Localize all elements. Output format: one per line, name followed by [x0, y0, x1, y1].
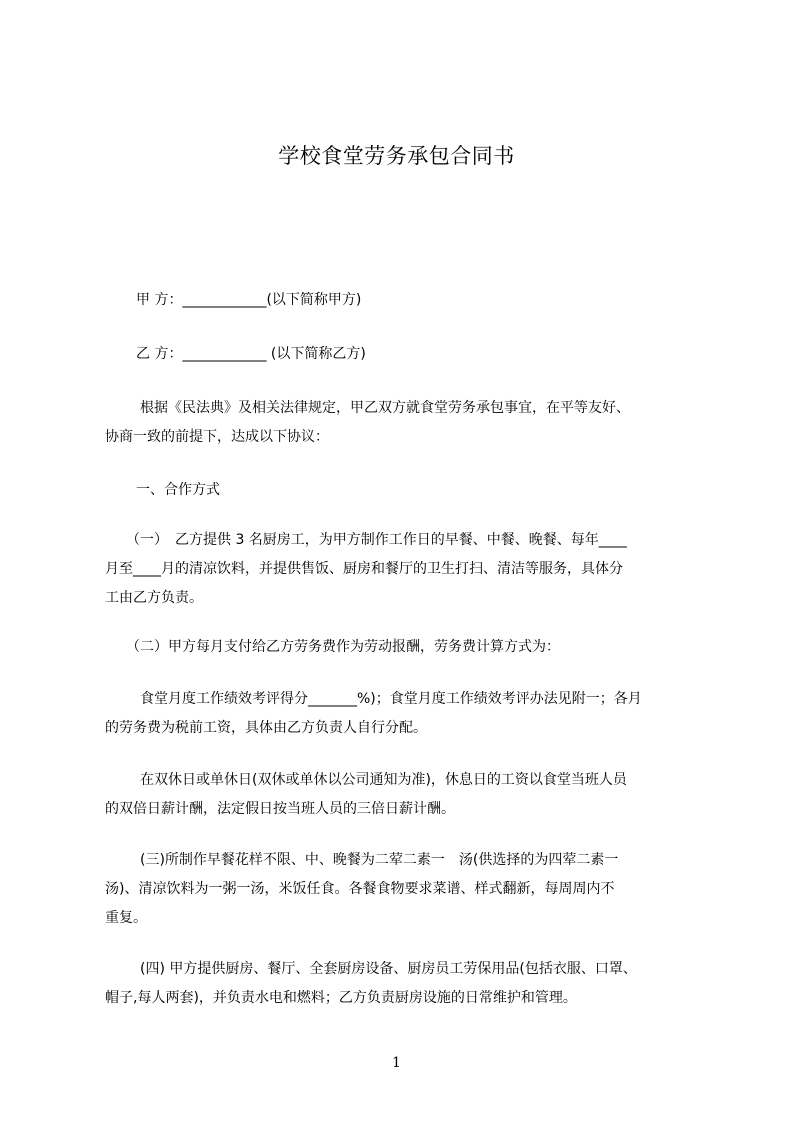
clause2-detail-line-2: 的劳务费为税前工资，具体由乙方负责人自行分配。: [105, 720, 427, 736]
clause2-holiday-line-1: 在双休日或单休日(双休或单休以公司通知为准)，休息日的工资以食堂当班人员: [126, 772, 627, 788]
clause-2-detail-paragraph: [105, 685, 705, 743]
section1-heading-text: 一、合作方式: [136, 482, 220, 498]
clause3-line-1: (三)所制作早餐花样不限、中、晚餐为二荤二素一 汤(供选择的为四荤二素一: [126, 852, 619, 868]
party-b-line: [105, 340, 705, 369]
clause3-line-2: 汤)、清凉饮料为一粥一汤，米饭任食。各餐食物要求菜谱、样式翻新，每周周内不: [105, 881, 615, 897]
clause1-line-3: 工由乙方负责。: [105, 590, 203, 606]
clause2-holiday-line-2: 的双倍日薪计酬，法定假日按当班人员的三倍日薪计酬。: [105, 801, 455, 817]
clause4-line-2: 帽子,每人两套)，并负责水电和燃料；乙方负责厨房设施的日常维护和管理。: [105, 990, 577, 1006]
clause-4-paragraph: [105, 955, 705, 1013]
clause1-line-1: （一） 乙方提供 3 名厨房工，为甲方制作工作日的早餐、中餐、晚餐、每年____: [119, 532, 627, 548]
party-b-text: 乙 方：____________ (以下简称乙方): [136, 346, 366, 362]
party-a-text: 甲 方：____________(以下简称甲方): [136, 292, 362, 308]
clause2-text: （二）甲方每月支付给乙方劳务费作为劳动报酬，劳务费计算方式为：: [119, 639, 560, 655]
clause-3-paragraph: [105, 846, 705, 933]
intro-line-1: 根据《民法典》及相关法律规定，甲乙双方就食堂劳务承包事宜，在平等友好、: [126, 400, 630, 416]
clause-2-holiday-paragraph: [105, 766, 705, 824]
clause1-line-2: 月至____月的清凉饮料，并提供售饭、厨房和餐厅的卫生打扫、清洁等服务，具体分: [105, 561, 623, 577]
clause4-line-1: (四) 甲方提供厨房、餐厅、全套厨房设备、厨房员工劳保用品(包括衣服、口罩、: [126, 961, 637, 977]
clause3-line-3: 重复。: [105, 910, 147, 926]
clause2-detail-line-1: 食堂月度工作绩效考评得分_______%)；食堂月度工作绩效考评办法见附一；各月: [126, 691, 642, 707]
document-title: 学校食堂劳务承包合同书: [278, 144, 515, 168]
intro-paragraph: [105, 394, 705, 452]
party-a-line: [105, 286, 705, 315]
intro-line-2: 协商一致的前提下，达成以下协议：: [105, 429, 329, 445]
clause-2-paragraph: [105, 633, 705, 662]
clause-1-paragraph: [105, 526, 705, 613]
section-heading-cooperation: [105, 476, 705, 505]
page-number: 1: [392, 1055, 401, 1071]
